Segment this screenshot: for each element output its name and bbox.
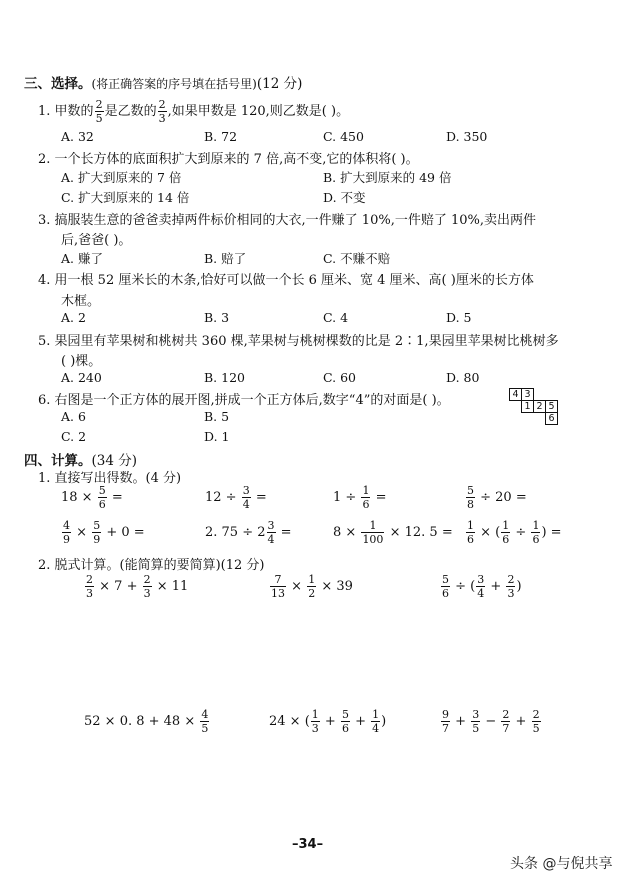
a1-den: 6 bbox=[98, 498, 106, 511]
p3-op-2: + bbox=[490, 579, 502, 594]
b3-eq: × 12. 5 = bbox=[389, 525, 453, 540]
calc-1-item-b4 bbox=[465, 520, 562, 545]
calc-2-problem-5 bbox=[269, 709, 386, 734]
p2-a-den: 13 bbox=[271, 587, 285, 600]
p1-b-den: 3 bbox=[143, 587, 151, 600]
q4-line-1: 用一根 52 厘米长的木条,恰好可以做一个长 6 厘米、宽 4 厘米、高( )厘米的长方体 bbox=[54, 273, 534, 288]
q5-option-c: C. 60 bbox=[323, 370, 356, 385]
a4-den: 8 bbox=[467, 498, 474, 511]
p5-a-num: 1 bbox=[311, 708, 319, 721]
b1-b-den: 9 bbox=[93, 533, 101, 546]
q5-option-a: A. 240 bbox=[61, 370, 102, 385]
q1-post: ,如果甲数是 120,则乙数是( )。 bbox=[167, 104, 350, 119]
calc-2-problem-2 bbox=[269, 574, 353, 599]
question-6 bbox=[38, 389, 450, 408]
q1-f2-num: 2 bbox=[158, 98, 166, 111]
q3-number: 3. bbox=[38, 213, 51, 228]
p5-a-den: 3 bbox=[311, 722, 319, 735]
p6-fraction-b bbox=[471, 709, 480, 734]
p3-fraction-a bbox=[441, 574, 450, 599]
q4-line-2: 木框。 bbox=[61, 294, 101, 309]
a4-fraction bbox=[466, 485, 475, 510]
q6-option-a: A. 6 bbox=[61, 409, 86, 424]
b4-fraction-a bbox=[466, 520, 475, 545]
b4-b-den: 6 bbox=[502, 533, 510, 546]
p3-b-den: 4 bbox=[477, 587, 485, 600]
b4-c-num: 1 bbox=[532, 519, 540, 532]
q6-option-d: D. 1 bbox=[204, 429, 230, 444]
question-5 bbox=[38, 330, 559, 349]
section-4-title: 四、计算。 bbox=[24, 453, 92, 469]
p3-c-num: 2 bbox=[507, 573, 515, 586]
calc-1-item-a4 bbox=[465, 485, 527, 510]
net-face-2: 2 bbox=[533, 400, 546, 413]
q2-number: 2. bbox=[38, 152, 51, 167]
p3-op-1: ÷ ( bbox=[455, 579, 476, 594]
q6-option-b: B. 5 bbox=[204, 409, 230, 424]
p1-a-den: 3 bbox=[86, 587, 93, 600]
b4-op-1: × ( bbox=[480, 525, 501, 540]
calc-1-item-a2 bbox=[205, 485, 267, 510]
q3-option-a: A. 赚了 bbox=[61, 251, 103, 266]
calc-1-title: 1. 直接写出得数。(4 分) bbox=[38, 471, 182, 486]
b2-eq: = bbox=[280, 525, 292, 540]
p6-fraction-d bbox=[532, 709, 541, 734]
net-face-1: 1 bbox=[521, 400, 534, 413]
p5-b-den: 6 bbox=[341, 722, 349, 735]
calc-1-item-b3 bbox=[333, 520, 453, 545]
q4-option-d: D. 5 bbox=[446, 310, 472, 325]
cube-net-figure bbox=[509, 388, 557, 428]
p3-b-num: 3 bbox=[477, 573, 485, 586]
q5-line-1: 果园里有苹果树和桃树共 360 棵,苹果树与桃树棵数的比是 2∶1,果园里苹果树比桃树多 bbox=[54, 334, 559, 349]
p5-fraction-b bbox=[341, 709, 350, 734]
watermark: 头条 @与倪共享 bbox=[510, 856, 613, 872]
p5-b-num: 5 bbox=[341, 708, 349, 721]
q5-line-2: ( )棵。 bbox=[61, 354, 102, 369]
p4-den: 5 bbox=[201, 722, 209, 735]
b3-text: 8 × bbox=[333, 525, 357, 540]
p6-b-num: 3 bbox=[472, 708, 480, 721]
q1-option-a: A. 32 bbox=[61, 129, 94, 144]
q1-option-d: D. 350 bbox=[446, 129, 488, 144]
b4-a-den: 6 bbox=[467, 533, 474, 546]
calc-1-item-b2 bbox=[205, 520, 292, 545]
p4-text: 52 × 0. 8 + 48 × bbox=[84, 714, 196, 729]
b3-den: 100 bbox=[362, 533, 384, 546]
a3-num: 1 bbox=[362, 484, 370, 497]
p5-op-2: + bbox=[355, 714, 367, 729]
q4-number: 4. bbox=[38, 273, 51, 288]
question-4 bbox=[38, 269, 534, 288]
q4-option-c: C. 4 bbox=[323, 310, 349, 325]
q2-text: 一个长方体的底面积扩大到原来的 7 倍,高不变,它的体积将( )。 bbox=[54, 152, 419, 167]
p6-a-num: 9 bbox=[442, 708, 449, 721]
p5-end: ) bbox=[381, 714, 387, 729]
p3-fraction-b bbox=[476, 574, 485, 599]
b4-c-den: 6 bbox=[532, 533, 540, 546]
b1-eq: + 0 = bbox=[106, 525, 145, 540]
page-number: –34– bbox=[292, 837, 324, 852]
b1-a-den: 9 bbox=[63, 533, 70, 546]
p1-fraction-b bbox=[143, 574, 152, 599]
p2-a-num: 7 bbox=[270, 574, 286, 587]
b1-a-num: 4 bbox=[63, 519, 70, 532]
a1-eq: = bbox=[111, 490, 123, 505]
question-2 bbox=[38, 148, 419, 167]
q1-option-c: C. 450 bbox=[323, 129, 364, 144]
q6-option-c: C. 2 bbox=[61, 429, 87, 444]
section-3-note: (将正确答案的序号填在括号里) bbox=[91, 77, 257, 91]
b2-den: 4 bbox=[267, 533, 275, 546]
p5-op-1: + bbox=[324, 714, 336, 729]
section-4-points: (34 分) bbox=[91, 453, 138, 469]
p3-end: ) bbox=[516, 579, 522, 594]
question-1 bbox=[38, 99, 349, 124]
p1-end: × 11 bbox=[156, 579, 189, 594]
p2-end: × 39 bbox=[321, 579, 353, 594]
a2-fraction bbox=[242, 485, 251, 510]
q6-number: 6. bbox=[38, 393, 51, 408]
b2-num: 3 bbox=[267, 519, 275, 532]
b3-fraction bbox=[361, 520, 384, 545]
q3-line-1: 搞服装生意的爸爸卖掉两件标价相同的大衣,一件赚了 10%,一件赔了 10%,卖出两件 bbox=[54, 213, 536, 228]
a3-den: 6 bbox=[362, 498, 370, 511]
q2-option-c: C. 扩大到原来的 14 倍 bbox=[61, 190, 190, 205]
p2-op: × bbox=[291, 579, 303, 594]
section-3-title: 三、选择。 bbox=[24, 76, 92, 92]
section-4-header bbox=[24, 449, 137, 469]
q4-option-b: B. 3 bbox=[204, 310, 230, 325]
p5-c-num: 1 bbox=[372, 708, 380, 721]
p6-b-den: 5 bbox=[472, 722, 480, 735]
p5-fraction-a bbox=[311, 709, 320, 734]
p1-a-num: 2 bbox=[86, 573, 93, 586]
p6-op-3: + bbox=[515, 714, 527, 729]
calc-2-problem-4 bbox=[84, 709, 210, 734]
q3-option-c: C. 不赚不赔 bbox=[323, 251, 391, 266]
q2-option-a: A. 扩大到原来的 7 倍 bbox=[61, 170, 182, 185]
q1-f1-num: 2 bbox=[95, 98, 103, 111]
p6-fraction-a bbox=[441, 709, 450, 734]
p2-fraction-b bbox=[307, 574, 316, 599]
q4-option-a: A. 2 bbox=[61, 310, 86, 325]
a2-den: 4 bbox=[242, 498, 250, 511]
p6-c-den: 7 bbox=[502, 722, 510, 735]
b1-fraction-b bbox=[92, 520, 101, 545]
q1-f1-den: 5 bbox=[95, 112, 103, 125]
a1-num: 5 bbox=[98, 484, 106, 497]
section-3-points: (12 分) bbox=[256, 76, 303, 92]
a2-text: 12 ÷ bbox=[205, 490, 237, 505]
p6-fraction-c bbox=[501, 709, 510, 734]
q2-option-d: D. 不变 bbox=[323, 190, 366, 205]
q5-option-d: D. 80 bbox=[446, 370, 480, 385]
p1-op: × 7 + bbox=[99, 579, 138, 594]
p6-d-den: 5 bbox=[532, 722, 540, 735]
p3-a-num: 5 bbox=[442, 573, 449, 586]
q5-number: 5. bbox=[38, 334, 51, 349]
a1-text: 18 × bbox=[61, 490, 93, 505]
calc-1-item-b1 bbox=[61, 520, 145, 545]
p5-text: 24 × ( bbox=[269, 714, 310, 729]
q1-mid: 是乙数的 bbox=[104, 104, 157, 119]
b4-fraction-b bbox=[501, 520, 510, 545]
calc-2-problem-3 bbox=[440, 574, 522, 599]
p4-num: 4 bbox=[201, 708, 209, 721]
a3-eq: = bbox=[375, 490, 387, 505]
b2-fraction bbox=[267, 520, 276, 545]
q6-text: 右图是一个正方体的展开图,拼成一个正方体后,数字“4”的对面是( )。 bbox=[54, 393, 450, 408]
q1-number: 1. bbox=[38, 104, 51, 119]
q5-option-b: B. 120 bbox=[204, 370, 245, 385]
q1-pre: 甲数的 bbox=[54, 104, 94, 119]
a2-num: 3 bbox=[242, 484, 250, 497]
a4-num: 5 bbox=[467, 484, 474, 497]
p2-b-den: 2 bbox=[308, 587, 316, 600]
p6-op-1: + bbox=[455, 714, 467, 729]
b1-fraction-a bbox=[62, 520, 71, 545]
q3-line-2: 后,爸爸( )。 bbox=[61, 233, 132, 248]
b1-op: × bbox=[76, 525, 88, 540]
a2-eq: = bbox=[255, 490, 267, 505]
net-face-3: 3 bbox=[521, 388, 534, 401]
a3-fraction bbox=[361, 485, 370, 510]
p6-op-2: − bbox=[485, 714, 497, 729]
a3-text: 1 ÷ bbox=[333, 490, 357, 505]
p3-fraction-c bbox=[506, 574, 515, 599]
net-face-4: 4 bbox=[509, 388, 522, 401]
p6-d-num: 2 bbox=[532, 708, 540, 721]
calc-2-problem-1 bbox=[84, 574, 188, 599]
q1-fraction-b bbox=[158, 99, 167, 124]
p2-fraction-a bbox=[270, 574, 286, 599]
b1-b-num: 5 bbox=[93, 519, 101, 532]
b4-a-num: 1 bbox=[467, 519, 474, 532]
calc-1-item-a1 bbox=[61, 485, 123, 510]
p5-c-den: 4 bbox=[372, 722, 380, 735]
calc-1-item-a3 bbox=[333, 485, 386, 510]
calc-2-title: 2. 脱式计算。(能简算的要简算)(12 分) bbox=[38, 558, 265, 573]
calc-2-problem-6 bbox=[440, 709, 542, 734]
q2-option-b: B. 扩大到原来的 49 倍 bbox=[323, 170, 452, 185]
b3-num: 1 bbox=[361, 520, 384, 533]
q1-fraction-a bbox=[95, 99, 104, 124]
p1-fraction-a bbox=[85, 574, 94, 599]
b4-fraction-c bbox=[531, 520, 540, 545]
p3-c-den: 3 bbox=[507, 587, 515, 600]
p3-a-den: 6 bbox=[442, 587, 449, 600]
p6-c-num: 2 bbox=[502, 708, 510, 721]
net-face-5: 5 bbox=[545, 400, 558, 413]
q3-option-b: B. 赔了 bbox=[204, 251, 247, 266]
p2-b-num: 1 bbox=[308, 573, 316, 586]
p4-fraction bbox=[200, 709, 209, 734]
section-3-header bbox=[24, 72, 302, 92]
b2-text: 2. 75 ÷ 2 bbox=[205, 525, 266, 540]
q1-option-b: B. 72 bbox=[204, 129, 238, 144]
net-face-6: 6 bbox=[545, 412, 558, 425]
q1-f2-den: 3 bbox=[158, 112, 166, 125]
b4-b-num: 1 bbox=[502, 519, 510, 532]
p5-fraction-c bbox=[371, 709, 380, 734]
p6-a-den: 7 bbox=[442, 722, 449, 735]
question-3 bbox=[38, 209, 536, 228]
b4-op-2: ÷ bbox=[515, 525, 527, 540]
p1-b-num: 2 bbox=[143, 573, 151, 586]
a4-eq: ÷ 20 = bbox=[480, 490, 527, 505]
b4-eq: ) = bbox=[541, 525, 562, 540]
a1-fraction bbox=[98, 485, 107, 510]
